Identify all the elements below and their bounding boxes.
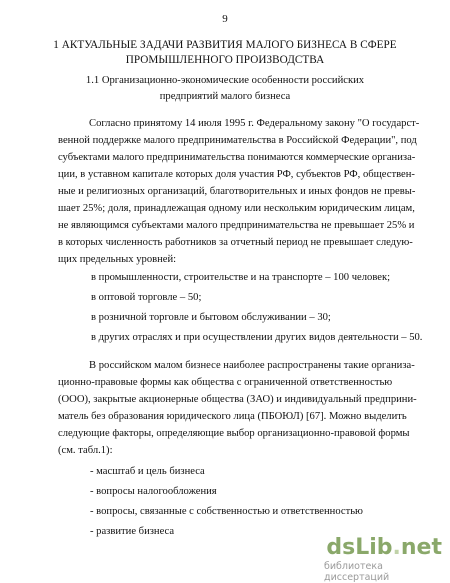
limit-item: в розничной торговле и бытовом обслуживании – 30;	[91, 312, 331, 323]
factor-item: - вопросы налогообложения	[90, 486, 217, 497]
paragraph-2-line: ционно-правовые формы как общества с ограниченной ответственностью	[58, 377, 393, 388]
paragraph-1-line: ные и религиозных организаций, благотворительных и иных фондов не превы-	[58, 186, 416, 197]
chapter-heading-line-2: ПРОМЫШЛЕННОГО ПРОИЗВОДСТВА	[125, 54, 325, 66]
paragraph-1-line: в которых численность работников за отчетный период не превышает следую-	[58, 237, 413, 248]
paragraph-2-line: следующие факторы, определяющие выбор организационно-правовой формы	[58, 428, 410, 439]
section-heading-line-2: предприятий малого бизнеса	[159, 91, 291, 102]
dslib-watermark	[324, 535, 442, 583]
paragraph-2-line: В российском малом бизнесе наиболее распространены такие организа-	[89, 360, 415, 371]
factor-item: - вопросы, связанные с собственностью и ответственностью	[90, 506, 363, 517]
paragraph-1-line: ции, в уставном капитале которых доля участия РФ, субъектов РФ, обществен-	[58, 169, 415, 180]
paragraph-1-line: не являющимся субъектами малого предпринимательства не превышает 25% и	[58, 220, 415, 231]
paragraph-2-line: (ООО), закрытые акционерные общества (ЗАО) и индивидуальный предприни-	[58, 394, 417, 405]
limit-item: в других отраслях и при осуществлении других видов деятельности – 50.	[91, 332, 423, 343]
dslib-subtitle: библиотека диссертаций	[324, 561, 390, 583]
chapter-heading-line-1: 1 АКТУАЛЬНЫЕ ЗАДАЧИ РАЗВИТИЯ МАЛОГО БИЗНЕСА В СФЕРЕ	[53, 39, 397, 51]
paragraph-1-line: субъектами малого предпринимательства понимаются коммерческие организа-	[58, 152, 416, 163]
factor-item: - развитие бизнеса	[90, 526, 175, 537]
paragraph-2-line: (см. табл.1):	[58, 445, 113, 456]
dslib-logo: dsLib.net	[326, 535, 442, 560]
section-heading-line-1: 1.1 Организационно-экономические особенности российских	[85, 75, 365, 86]
paragraph-1-line: венной поддержке малого предпринимательства в Российской Федерации", под	[58, 135, 417, 146]
paragraph-1-line: Согласно принятому 14 июля 1995 г. Федеральному закону "О государст-	[89, 118, 420, 129]
limit-item: в промышленности, строительстве и на транспорте – 100 человек;	[91, 272, 391, 283]
factor-item: - масштаб и цель бизнеса	[90, 466, 205, 477]
paragraph-1-line: щих предельных уровней:	[58, 254, 177, 265]
paragraph-2-line: матель без образования юридического лица (ПБОЮЛ) [67]. Можно выделить	[58, 411, 407, 422]
limit-item: в оптовой торговле – 50;	[91, 292, 202, 303]
page-number: 9	[222, 13, 228, 25]
paragraph-1-line: шает 25%; доля, принадлежащая одному или нескольким юридическим лицам,	[58, 203, 415, 214]
